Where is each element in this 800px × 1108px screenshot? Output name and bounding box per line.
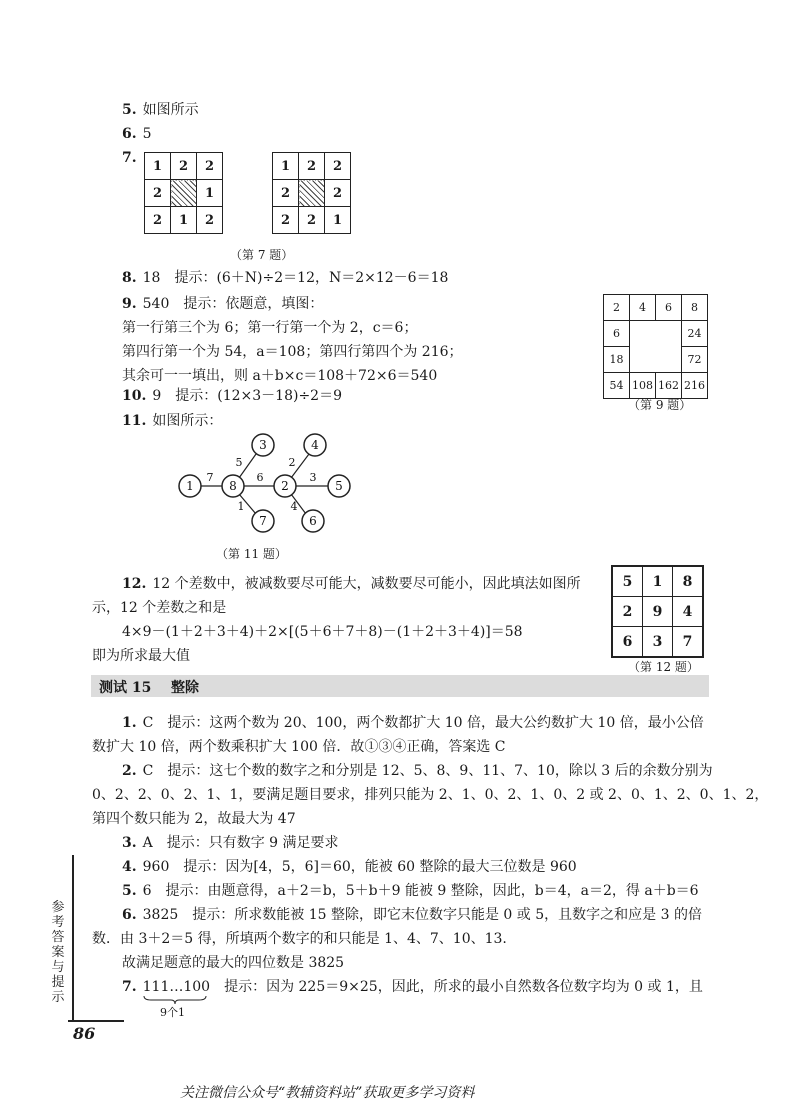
hatched-cell bbox=[299, 180, 325, 207]
footer-note: 关注微信公众号“教辅资料站”获取更多学习资料 bbox=[180, 1085, 475, 1101]
side-rule bbox=[72, 855, 74, 1021]
q6: 6. 5 bbox=[122, 126, 152, 142]
s7: 7. 111…100 提示：因为 225＝9×25，因此，所求的最小自然数各位数字均为 0 或 1，且 bbox=[122, 979, 703, 995]
edge-label: 1 bbox=[237, 500, 245, 513]
node-label: 1 bbox=[186, 479, 194, 493]
q7-grid-b: 1 2 2 2 2 2 2 1 bbox=[272, 152, 351, 234]
edge-label: 7 bbox=[206, 471, 214, 484]
q5: 5. 如图所示 bbox=[122, 102, 199, 118]
node-label: 8 bbox=[229, 479, 237, 493]
s3: 3. A 提示：只有数字 9 满足要求 bbox=[122, 835, 339, 851]
node-label: 3 bbox=[259, 438, 267, 452]
node-label: 7 bbox=[259, 514, 267, 528]
edge-label: 5 bbox=[235, 456, 243, 469]
node-label: 5 bbox=[335, 479, 343, 493]
q8: 8. 18 提示：(6＋N)÷2＝12，N＝2×12－6＝18 bbox=[122, 270, 449, 286]
edge-label: 2 bbox=[288, 456, 296, 469]
s4: 4. 960 提示：因为[4，5，6]＝60，能被 60 整除的最大三位数是 960 bbox=[122, 859, 577, 875]
q12-grid: 5 1 8 2 9 4 6 3 7 bbox=[611, 565, 704, 658]
q7-grid-a: 1 2 2 2 1 2 1 2 bbox=[144, 152, 223, 234]
edge-label: 6 bbox=[256, 471, 264, 484]
s2-line-2: 0、2、2、0、2、1、1，要满足题目要求，排列只能为 2、1、0、2、1、0、2 或 2、0、1、2、0、1、2， bbox=[92, 787, 769, 803]
edge-label: 4 bbox=[290, 500, 298, 513]
q9-line-4: 其余可一一填出，则 a＋b×c＝108＋72×6＝540 bbox=[122, 368, 438, 384]
page-number: 86 bbox=[73, 1024, 96, 1043]
q12-caption: （第 12 题） bbox=[628, 660, 699, 674]
q12-line-2: 示，12 个差数之和是 bbox=[92, 600, 227, 616]
s6-line-1: 6. 3825 提示：所求数能被 15 整除，即它末位数字只能是 0 或 5，且数字之和应是 3 的倍 bbox=[122, 907, 702, 923]
q10: 10. 9 提示：(12×3－18)÷2＝9 bbox=[122, 388, 343, 404]
q9-line-1: 9. 540 提示：依题意，填图： bbox=[122, 296, 324, 312]
s1-line-2: 数扩大 10 倍，两个数乘积扩大 100 倍．故①③④正确，答案选 C bbox=[92, 739, 506, 755]
s6-line-3: 故满足题意的最大的四位数是 3825 bbox=[122, 955, 345, 971]
hatched-cell bbox=[171, 180, 197, 207]
q9-grid: 2 4 6 8 6 24 18 72 54 108 162 216 bbox=[603, 294, 708, 399]
section-label: 测试 15 bbox=[99, 680, 152, 696]
q11: 11. 如图所示： bbox=[122, 413, 223, 429]
s1-line-1: 1. C 提示：这两个数为 20、100，两个数都扩大 10 倍，最大公约数扩大 10 倍，最小公倍 bbox=[122, 715, 704, 731]
s7-brace-label: 9个1 bbox=[160, 1006, 185, 1019]
section-header bbox=[91, 675, 709, 697]
s5: 5. 6 提示：由题意得，a＋2＝b，5＋b＋9 能被 9 整除，因此，b＝4，a＝2，得 a＋b＝6 bbox=[122, 883, 699, 899]
s2-line-1: 2. C 提示：这七个数的数字之和分别是 12、5、8、9、11、7、10，除以 3 后的余数分别为 bbox=[122, 763, 713, 779]
q12-line-1: 12. 12 个差数中，被减数要尽可能大，减数要尽可能小，因此填法如图所 bbox=[122, 576, 581, 592]
q12-line-3: 4×9－(1＋2＋3＋4)＋2×[(5＋6＋7＋8)－(1＋2＋3＋4)]＝58 bbox=[122, 624, 523, 640]
q9-line-2: 第一行第三个为 6；第一行第一个为 2，c＝6； bbox=[122, 320, 418, 336]
q9-line-3: 第四行第一个为 54，a＝108；第四行第四个为 216； bbox=[122, 344, 463, 360]
s7-value: 111…100 bbox=[142, 979, 211, 995]
section-title: 整除 bbox=[171, 680, 199, 696]
side-label: 参考答案与提示 bbox=[51, 900, 65, 1005]
s6-line-2: 数．由 3＋2＝5 得，所填两个数字的和只能是 1、4、7、10、13. bbox=[92, 931, 507, 947]
q11-caption: （第 11 题） bbox=[216, 547, 287, 561]
q12-line-4: 即为所求最大值 bbox=[92, 648, 190, 664]
node-label: 4 bbox=[311, 438, 319, 452]
s2-line-3: 第四个数只能为 2，故最大为 47 bbox=[92, 811, 296, 827]
node-label: 6 bbox=[309, 514, 317, 528]
q7-caption: （第 7 题） bbox=[230, 248, 294, 262]
q11-graph bbox=[170, 430, 360, 540]
q9-caption: （第 9 题） bbox=[628, 398, 692, 412]
page-number-rule bbox=[68, 1020, 124, 1022]
edge-label: 3 bbox=[309, 471, 317, 484]
node-label: 2 bbox=[281, 479, 289, 493]
q7-number: 7. bbox=[122, 150, 137, 166]
